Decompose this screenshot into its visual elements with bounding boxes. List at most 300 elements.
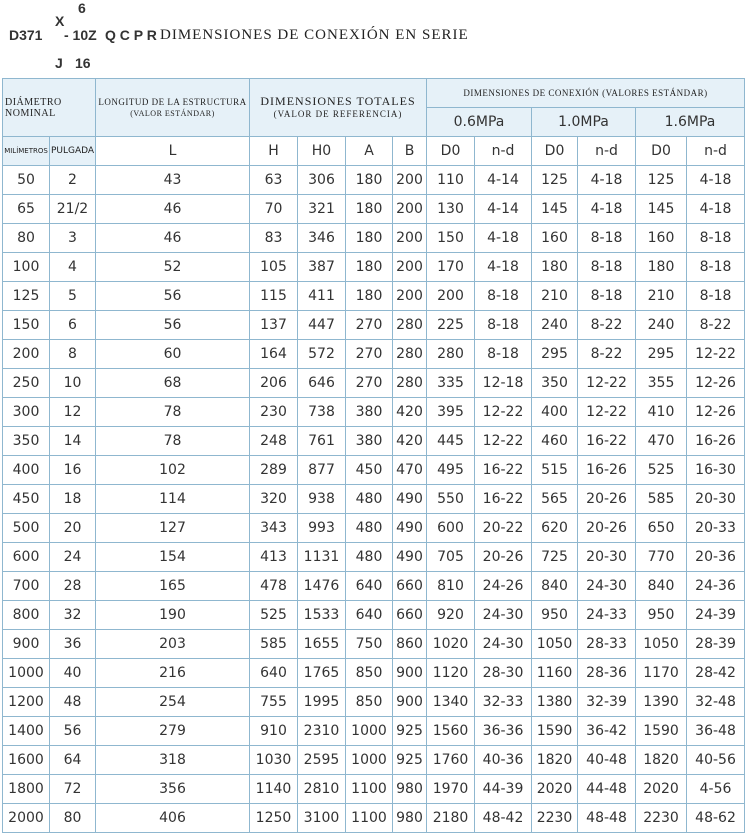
table-cell: 320 [250, 485, 298, 514]
table-cell: 254 [96, 688, 250, 717]
table-cell: 938 [298, 485, 346, 514]
table-cell: 28-30 [475, 659, 532, 688]
table-cell: 4-18 [578, 195, 636, 224]
table-cell: 289 [250, 456, 298, 485]
table-cell: 4-18 [687, 195, 745, 224]
table-cell: 993 [298, 514, 346, 543]
table-cell: 478 [250, 572, 298, 601]
table-row [3, 195, 745, 224]
table-row [3, 485, 745, 514]
table-cell: 4-56 [687, 775, 745, 804]
header-pressure-06: 0.6MPa [427, 108, 532, 137]
table-cell: 24-30 [475, 601, 532, 630]
header-col-d0-10: D0 [532, 137, 578, 166]
table-cell: 1050 [532, 630, 578, 659]
table-cell: 180 [346, 282, 393, 311]
table-cell: 335 [427, 369, 475, 398]
table-cell: 65 [3, 195, 50, 224]
table-cell: 200 [427, 282, 475, 311]
table-cell: 250 [3, 369, 50, 398]
table-cell: 515 [532, 456, 578, 485]
header-nominal: DIÁMETRO NOMINAL [3, 79, 96, 137]
table-cell: 1820 [532, 746, 578, 775]
table-cell: 660 [393, 572, 427, 601]
table-cell: 2595 [298, 746, 346, 775]
table-cell: 850 [346, 659, 393, 688]
table-cell: 203 [96, 630, 250, 659]
table-cell: 12-22 [475, 427, 532, 456]
table-cell: 411 [298, 282, 346, 311]
table-cell: 1170 [636, 659, 687, 688]
table-cell: 640 [346, 572, 393, 601]
table-cell: 72 [50, 775, 96, 804]
table-cell: 20-26 [578, 485, 636, 514]
table-cell: 445 [427, 427, 475, 456]
table-row [3, 746, 745, 775]
table-cell: 230 [250, 398, 298, 427]
table-cell: 2230 [532, 804, 578, 833]
header-col-d0-16: D0 [636, 137, 687, 166]
table-cell: 36 [50, 630, 96, 659]
table-cell: 810 [427, 572, 475, 601]
table-cell: 16-26 [687, 427, 745, 456]
table-cell: 12-26 [687, 398, 745, 427]
model-top: 6 [78, 0, 86, 16]
table-cell: 180 [346, 195, 393, 224]
table-cell: 406 [96, 804, 250, 833]
table-cell: 1131 [298, 543, 346, 572]
table-cell: 925 [393, 717, 427, 746]
table-cell: 160 [532, 224, 578, 253]
table-cell: 200 [393, 224, 427, 253]
header-totals [250, 79, 427, 137]
table-cell: 350 [3, 427, 50, 456]
table-cell: 950 [532, 601, 578, 630]
table-row [3, 514, 745, 543]
table-cell: 50 [3, 166, 50, 195]
table-cell: 980 [393, 775, 427, 804]
table-cell: 8-18 [687, 282, 745, 311]
table-cell: 56 [96, 282, 250, 311]
table-cell: 240 [532, 311, 578, 340]
table-cell: 24-39 [687, 601, 745, 630]
table-cell: 8-22 [687, 311, 745, 340]
table-cell: 1340 [427, 688, 475, 717]
header-inch: PULGADA [50, 137, 96, 166]
table-cell: 52 [96, 253, 250, 282]
table-cell: 470 [636, 427, 687, 456]
table-cell: 585 [636, 485, 687, 514]
table-cell: 12-22 [687, 340, 745, 369]
table-cell: 770 [636, 543, 687, 572]
table-cell: 725 [532, 543, 578, 572]
table-cell: 480 [346, 514, 393, 543]
table-cell: 28-42 [687, 659, 745, 688]
table-cell: 180 [532, 253, 578, 282]
table-cell: 180 [346, 253, 393, 282]
table-cell: 470 [393, 456, 427, 485]
table-cell: 900 [393, 688, 427, 717]
table-cell: 1050 [636, 630, 687, 659]
table-cell: 78 [96, 427, 250, 456]
table-row [3, 224, 745, 253]
table-cell: 380 [346, 427, 393, 456]
table-cell: 1765 [298, 659, 346, 688]
table-cell: 646 [298, 369, 346, 398]
table-cell: 420 [393, 398, 427, 427]
table-cell: 36-42 [578, 717, 636, 746]
table-cell: 1140 [250, 775, 298, 804]
table-cell: 180 [636, 253, 687, 282]
table-cell: 4-18 [687, 166, 745, 195]
table-cell: 565 [532, 485, 578, 514]
table-cell: 460 [532, 427, 578, 456]
table-cell: 180 [346, 166, 393, 195]
table-cell: 24-26 [475, 572, 532, 601]
table-cell: 860 [393, 630, 427, 659]
table-cell: 306 [298, 166, 346, 195]
table-row [3, 543, 745, 572]
model-middle: - 10Z [64, 27, 97, 43]
table-cell: 279 [96, 717, 250, 746]
table-cell: 46 [96, 224, 250, 253]
table-cell: 585 [250, 630, 298, 659]
table-cell: 2810 [298, 775, 346, 804]
table-cell: 1820 [636, 746, 687, 775]
table-cell: 200 [393, 166, 427, 195]
table-cell: 550 [427, 485, 475, 514]
table-cell: 4-18 [578, 166, 636, 195]
table-cell: 755 [250, 688, 298, 717]
table-cell: 346 [298, 224, 346, 253]
table-cell: 28-36 [578, 659, 636, 688]
table-cell: 56 [96, 311, 250, 340]
table-cell: 600 [3, 543, 50, 572]
table-cell: 190 [96, 601, 250, 630]
header-pressure-10: 1.0MPa [532, 108, 636, 137]
table-cell: 350 [532, 369, 578, 398]
table-cell: 200 [393, 195, 427, 224]
table-row [3, 659, 745, 688]
table-cell: 28 [50, 572, 96, 601]
table-cell: 145 [636, 195, 687, 224]
model-letters: Q C P R [105, 27, 157, 43]
table-cell: 48-42 [475, 804, 532, 833]
table-cell: 114 [96, 485, 250, 514]
table-cell: 170 [427, 253, 475, 282]
table-cell: 490 [393, 514, 427, 543]
table-cell: 12-18 [475, 369, 532, 398]
table-cell: 40-56 [687, 746, 745, 775]
table-cell: 12-22 [475, 398, 532, 427]
table-cell: 125 [636, 166, 687, 195]
table-cell: 1995 [298, 688, 346, 717]
table-cell: 78 [96, 398, 250, 427]
table-cell: 480 [346, 485, 393, 514]
table-cell: 572 [298, 340, 346, 369]
header-totals-main: DIMENSIONES TOTALES [260, 94, 416, 108]
header-length-main: LONGITUD DE LA ESTRUCTURA [98, 96, 247, 107]
model-bottom: 16 [75, 55, 91, 71]
table-cell: 343 [250, 514, 298, 543]
table-cell: 20-30 [687, 485, 745, 514]
header-col-h0: H0 [298, 137, 346, 166]
table-cell: 32 [50, 601, 96, 630]
table-cell: 295 [636, 340, 687, 369]
table-cell: 150 [3, 311, 50, 340]
table-cell: 1590 [532, 717, 578, 746]
table-cell: 8-18 [578, 253, 636, 282]
table-row [3, 717, 745, 746]
table-cell: 400 [3, 456, 50, 485]
table-row [3, 398, 745, 427]
table-row [3, 311, 745, 340]
table-cell: 200 [3, 340, 50, 369]
table-cell: 63 [250, 166, 298, 195]
header-connection: DIMENSIONES DE CONEXIÓN (VALORES ESTÁNDAR) [427, 79, 745, 108]
table-cell: 125 [3, 282, 50, 311]
table-cell: 620 [532, 514, 578, 543]
header-col-d0-06: D0 [427, 137, 475, 166]
table-row [3, 601, 745, 630]
table-cell: 650 [636, 514, 687, 543]
table-cell: 18 [50, 485, 96, 514]
table-cell: 280 [393, 369, 427, 398]
table-cell: 270 [346, 369, 393, 398]
page-title: DIMENSIONES DE CONEXIÓN EN SERIE [160, 27, 469, 43]
table-cell: 280 [427, 340, 475, 369]
table-cell: 64 [50, 746, 96, 775]
table-cell: 1000 [3, 659, 50, 688]
table-cell: 490 [393, 485, 427, 514]
table-row [3, 369, 745, 398]
table-cell: 40 [50, 659, 96, 688]
table-cell: 46 [96, 195, 250, 224]
header-col-nd-16: n-d [687, 137, 745, 166]
header-pressure-16: 1.6MPa [636, 108, 745, 137]
table-cell: 3100 [298, 804, 346, 833]
table-cell: 160 [636, 224, 687, 253]
header-mm: MILÍMETROS [3, 137, 50, 166]
table-cell: 1160 [532, 659, 578, 688]
table-cell: 300 [3, 398, 50, 427]
table-cell: 16-22 [475, 485, 532, 514]
table-cell: 225 [427, 311, 475, 340]
table-cell: 850 [346, 688, 393, 717]
table-row [3, 775, 745, 804]
table-cell: 1120 [427, 659, 475, 688]
table-cell: 150 [427, 224, 475, 253]
table-cell: 1200 [3, 688, 50, 717]
table-cell: 16-30 [687, 456, 745, 485]
table-cell: 355 [636, 369, 687, 398]
table-cell: 420 [393, 427, 427, 456]
table-cell: 80 [50, 804, 96, 833]
table-cell: 110 [427, 166, 475, 195]
table-cell: 1390 [636, 688, 687, 717]
table-cell: 840 [636, 572, 687, 601]
table-cell: 165 [96, 572, 250, 601]
table-cell: 32-48 [687, 688, 745, 717]
table-cell: 1533 [298, 601, 346, 630]
table-cell: 738 [298, 398, 346, 427]
header-col-l: L [96, 137, 250, 166]
model-code [0, 0, 749, 78]
table-cell: 2180 [427, 804, 475, 833]
table-cell: 44-39 [475, 775, 532, 804]
table-cell: 1400 [3, 717, 50, 746]
table-cell: 1100 [346, 775, 393, 804]
table-cell: 8-18 [687, 224, 745, 253]
header-col-nd-10: n-d [578, 137, 636, 166]
table-cell: 1476 [298, 572, 346, 601]
table-cell: 525 [250, 601, 298, 630]
table-cell: 925 [393, 746, 427, 775]
table-cell: 100 [3, 253, 50, 282]
table-cell: 660 [393, 601, 427, 630]
table-row [3, 630, 745, 659]
table-cell: 705 [427, 543, 475, 572]
table-cell: 12 [50, 398, 96, 427]
table-cell: 14 [50, 427, 96, 456]
table-cell: 20 [50, 514, 96, 543]
table-cell: 500 [3, 514, 50, 543]
table-cell: 48-48 [578, 804, 636, 833]
table-cell: 387 [298, 253, 346, 282]
table-cell: 12-22 [578, 369, 636, 398]
table-cell: 1760 [427, 746, 475, 775]
table-row [3, 572, 745, 601]
table-cell: 4-14 [475, 195, 532, 224]
table-cell: 980 [393, 804, 427, 833]
table-row [3, 456, 745, 485]
table-cell: 8-18 [475, 311, 532, 340]
table-cell: 68 [96, 369, 250, 398]
table-cell: 20-26 [475, 543, 532, 572]
table-cell: 920 [427, 601, 475, 630]
table-row [3, 282, 745, 311]
table-cell: 36-36 [475, 717, 532, 746]
table-cell: 24 [50, 543, 96, 572]
table-cell: 270 [346, 311, 393, 340]
table-cell: 1600 [3, 746, 50, 775]
table-cell: 16-22 [578, 427, 636, 456]
header-col-a: A [346, 137, 393, 166]
table-cell: 248 [250, 427, 298, 456]
table-cell: 20-22 [475, 514, 532, 543]
table-cell: 216 [96, 659, 250, 688]
table-cell: 900 [3, 630, 50, 659]
table-cell: 700 [3, 572, 50, 601]
table-cell: 840 [532, 572, 578, 601]
table-cell: 950 [636, 601, 687, 630]
table-cell: 495 [427, 456, 475, 485]
table-cell: 877 [298, 456, 346, 485]
table-cell: 800 [3, 601, 50, 630]
table-cell: 43 [96, 166, 250, 195]
table-cell: 1800 [3, 775, 50, 804]
table-row [3, 340, 745, 369]
table-cell: 24-30 [578, 572, 636, 601]
table-cell: 480 [346, 543, 393, 572]
table-cell: 210 [532, 282, 578, 311]
table-cell: 240 [636, 311, 687, 340]
table-cell: 270 [346, 340, 393, 369]
table-cell: 8-18 [687, 253, 745, 282]
table-cell: 3 [50, 224, 96, 253]
table-cell: 137 [250, 311, 298, 340]
table-cell: 1590 [636, 717, 687, 746]
table-cell: 280 [393, 340, 427, 369]
table-cell: 60 [96, 340, 250, 369]
table-cell: 318 [96, 746, 250, 775]
table-cell: 24-30 [475, 630, 532, 659]
table-cell: 900 [393, 659, 427, 688]
table-row [3, 804, 745, 833]
table-cell: 48-62 [687, 804, 745, 833]
table-cell: 48 [50, 688, 96, 717]
table-cell: 127 [96, 514, 250, 543]
model-prefix: D371 [9, 27, 43, 43]
table-cell: 154 [96, 543, 250, 572]
table-cell: 6 [50, 311, 96, 340]
model-j: J [55, 55, 63, 71]
header-col-b: B [393, 137, 427, 166]
table-cell: 28-33 [578, 630, 636, 659]
table-cell: 8-18 [578, 224, 636, 253]
table-cell: 115 [250, 282, 298, 311]
table-cell: 447 [298, 311, 346, 340]
table-row [3, 253, 745, 282]
table-cell: 1000 [346, 717, 393, 746]
table-cell: 1655 [298, 630, 346, 659]
header-col-nd-06: n-d [475, 137, 532, 166]
table-row [3, 427, 745, 456]
header-length [96, 79, 250, 137]
table-cell: 8-22 [578, 311, 636, 340]
table-cell: 40-36 [475, 746, 532, 775]
table-cell: 4-18 [475, 253, 532, 282]
table-cell: 280 [393, 311, 427, 340]
table-cell: 20-30 [578, 543, 636, 572]
table-cell: 490 [393, 543, 427, 572]
table-cell: 2020 [532, 775, 578, 804]
table-cell: 105 [250, 253, 298, 282]
table-cell: 32-39 [578, 688, 636, 717]
table-cell: 200 [393, 253, 427, 282]
table-cell: 56 [50, 717, 96, 746]
table-cell: 4-18 [475, 224, 532, 253]
table-cell: 750 [346, 630, 393, 659]
table-cell: 32-33 [475, 688, 532, 717]
table-cell: 16-22 [475, 456, 532, 485]
table-cell: 20-36 [687, 543, 745, 572]
table-cell: 210 [636, 282, 687, 311]
table-cell: 20-33 [687, 514, 745, 543]
table-cell: 145 [532, 195, 578, 224]
table-cell: 910 [250, 717, 298, 746]
table-cell: 525 [636, 456, 687, 485]
table-row [3, 688, 745, 717]
table-cell: 40-48 [578, 746, 636, 775]
header-length-sub: (VALOR ESTÁNDAR) [130, 108, 215, 118]
table-cell: 2230 [636, 804, 687, 833]
table-cell: 2020 [636, 775, 687, 804]
table-cell: 295 [532, 340, 578, 369]
table-cell: 640 [250, 659, 298, 688]
table-cell: 164 [250, 340, 298, 369]
table-cell: 24-33 [578, 601, 636, 630]
